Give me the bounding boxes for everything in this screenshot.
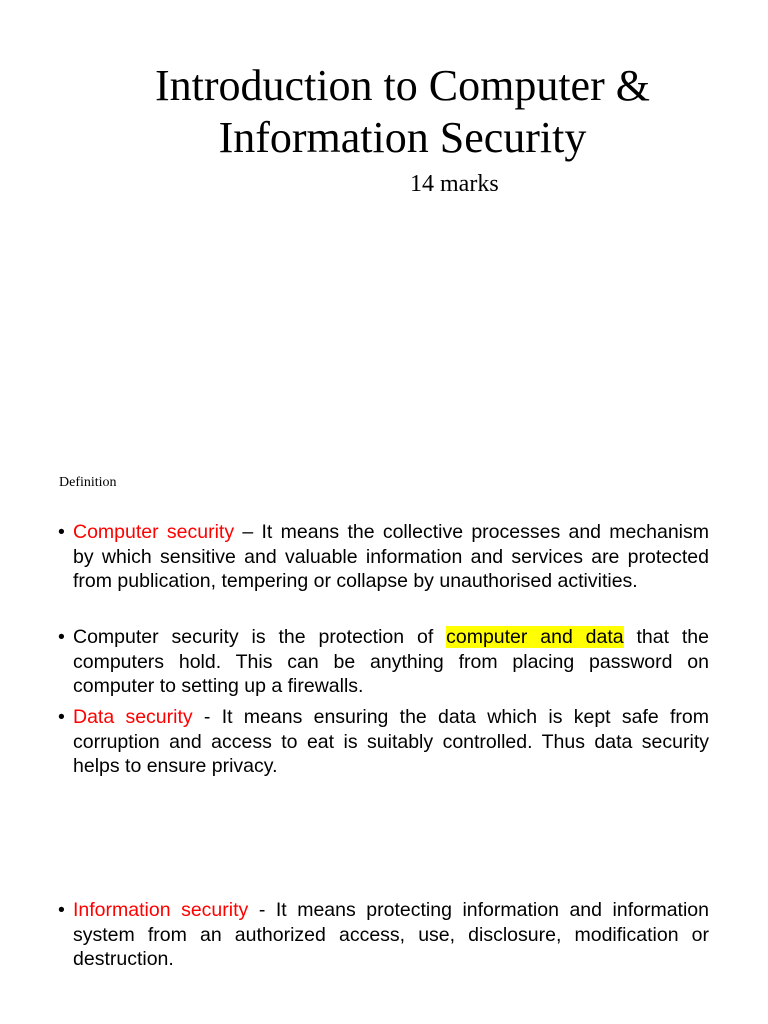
term-computer-security: Computer security bbox=[73, 521, 235, 543]
definition-text-before: Computer security is the protection of bbox=[73, 626, 447, 648]
page-title bbox=[0, 60, 768, 164]
term-data-security: Data security bbox=[73, 706, 193, 728]
bullet-marker: • bbox=[58, 706, 65, 728]
definition-text: - It means protecting information and information system from an authorized access, use, disclosure, modification or destruction. bbox=[73, 899, 709, 970]
page-title-line-2: Information Security bbox=[218, 113, 587, 162]
definition-text: – It means the collective processes and mechanism by which sensitive and valuable information and services are protected from publication, tempering or collapse by unauthorised activities. bbox=[73, 521, 710, 592]
bullet-text bbox=[73, 625, 709, 699]
page-title-line-1: Introduction to Computer & bbox=[155, 61, 650, 110]
bullet-text bbox=[73, 520, 709, 594]
bullet-marker: • bbox=[58, 899, 65, 921]
bullet-marker: • bbox=[58, 626, 65, 648]
bullet-computer-security-protection bbox=[58, 625, 709, 699]
term-information-security: Information security bbox=[73, 899, 249, 921]
definition-text-after: that the computers hold. This can be anything from placing password on computer to setting up a firewalls. bbox=[73, 626, 709, 697]
bullet-computer-security bbox=[58, 520, 709, 594]
bullet-text bbox=[73, 898, 709, 972]
bullet-text bbox=[73, 705, 709, 779]
marks-subtitle: 14 marks bbox=[410, 171, 499, 197]
bullet-information-security bbox=[58, 898, 709, 972]
definition-text: - It means ensuring the data which is kept safe from corruption and access to eat is suitably controlled. Thus data security helps to ensure privacy. bbox=[73, 706, 710, 777]
section-label-definition: Definition bbox=[59, 475, 117, 490]
highlighted-phrase: computer and data bbox=[446, 626, 624, 648]
bullet-data-security bbox=[58, 705, 709, 779]
bullet-marker: • bbox=[58, 521, 65, 543]
